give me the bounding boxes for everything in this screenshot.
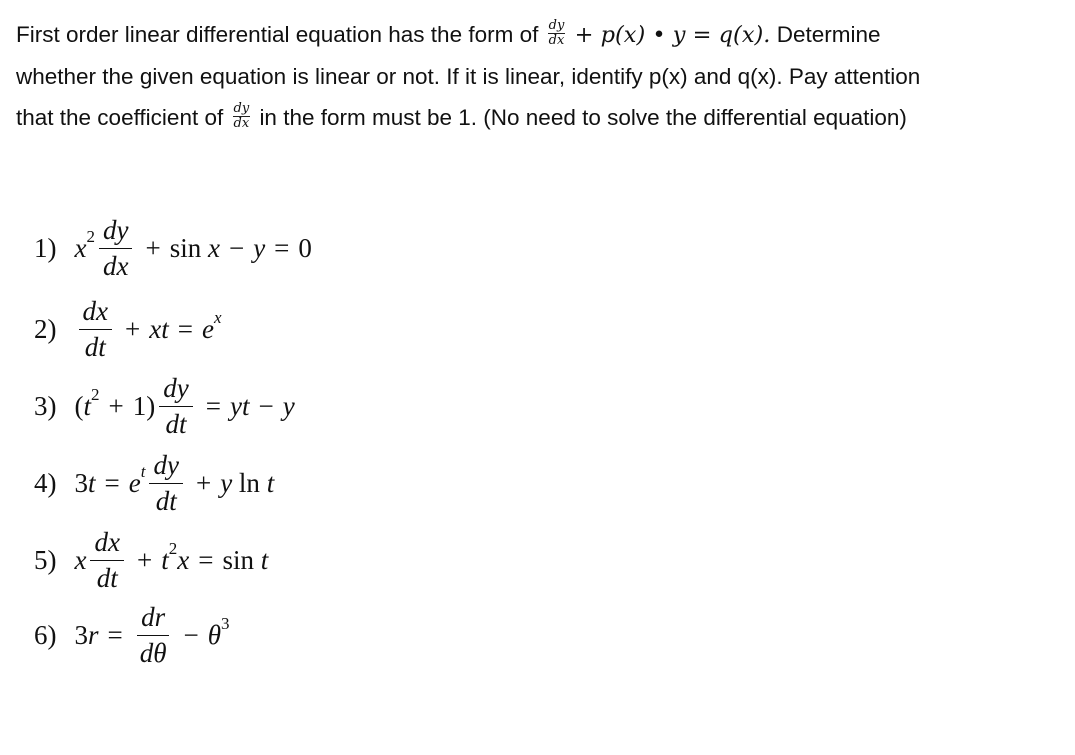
equation-number: 3): [34, 390, 57, 421]
instruction-line-1: [16, 14, 1066, 56]
equation-number: 1): [34, 232, 57, 263]
equation-number: 6): [34, 619, 57, 650]
dy-dx-fraction: $\frac{dy}{dx}$: [233, 100, 250, 131]
instruction-paragraph: [16, 14, 1066, 138]
instruction-text: Determine: [776, 22, 881, 47]
equation-1: 1) x 2 $\frac{dy}{dx}$ + sin x − y = 0: [34, 214, 312, 281]
dy-dx-fraction: $\frac{dy}{dx}$: [548, 17, 565, 48]
equation-2: 2) $\frac{dx}{dt}$ + xt = e x: [34, 295, 222, 362]
linear-form-formula: + p(x) • y = q(x).: [574, 22, 771, 48]
equation-3: 3) ( t 2 + 1) $\frac{dy}{dt}$ = yt − y: [34, 372, 295, 439]
equation-number: 4): [34, 467, 57, 498]
equation-6: 6) 3 r = $\frac{dr}{d\theta}$ − θ 3: [34, 601, 230, 668]
equation-4: 4) 3 t = e t $\frac{dy}{dt}$ + y ln t: [34, 449, 275, 516]
equation-5: 5) x $\frac{dx}{dt}$ + t 2 x = sin t: [34, 526, 269, 593]
equation-number: 2): [34, 313, 57, 344]
instruction-line-2: whether the given equation is linear or not. If it is linear, identify p(x) and q(x). Pay attention: [16, 64, 921, 89]
instruction-text: First order linear differential equation has the form of: [16, 22, 539, 47]
equation-number: 5): [34, 544, 57, 575]
instruction-line-3: that the coefficient of $\frac{dy}{dx}$ in the form must be 1. (No need to solve the differential equation): [16, 100, 907, 131]
